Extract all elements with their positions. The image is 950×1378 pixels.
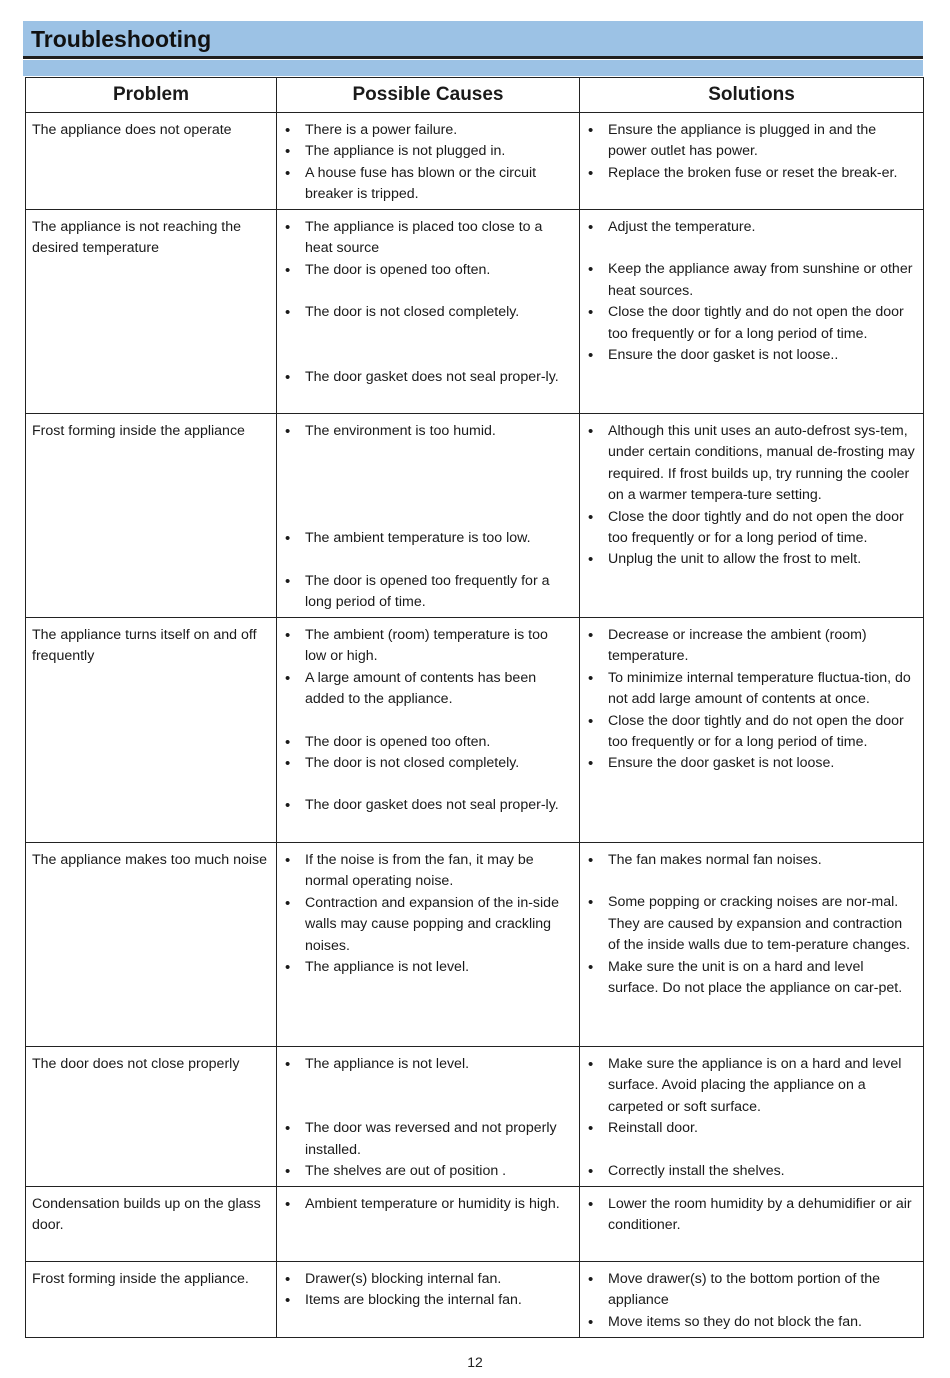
cause-item: • The door is not closed completely. (283, 753, 573, 774)
causes-cell (277, 414, 580, 618)
table-row (26, 1262, 924, 1338)
solution-item: • Move items so they do not block the fan. (586, 1312, 917, 1333)
column-header-problem: Problem (26, 78, 277, 113)
solution-item: • Make sure the unit is on a hard and level surface. Do not place the appliance on car-pet. (586, 957, 917, 1000)
solution-item: • Close the door tightly and do not open the door too frequently or for a long period of time. (586, 302, 917, 345)
table-row (26, 1187, 924, 1262)
solution-item: • Replace the broken fuse or reset the break-er. (586, 163, 917, 184)
solution-item: • To minimize internal temperature fluctua-tion, do not add large amount of contents at once. (586, 668, 917, 711)
cause-item: • The ambient (room) temperature is too low or high. (283, 625, 573, 668)
causes-cell (277, 1047, 580, 1187)
cause-item: • There is a power failure. (283, 120, 573, 141)
cause-item: • A house fuse has blown or the circuit breaker is tripped. (283, 163, 573, 206)
cause-item: • The door is opened too often. (283, 260, 573, 281)
troubleshooting-table (25, 77, 924, 1338)
cause-item: • The environment is too humid. (283, 421, 573, 442)
table-row (26, 843, 924, 1047)
problem-cell: The appliance turns itself on and off frequently (26, 618, 277, 843)
solutions-cell (580, 414, 924, 618)
solution-item: • Correctly install the shelves. (586, 1161, 917, 1182)
problem-cell: Condensation builds up on the glass door. (26, 1187, 277, 1262)
solution-item: • Decrease or increase the ambient (room) temperature. (586, 625, 917, 668)
cause-item: • The appliance is placed too close to a heat source (283, 217, 573, 260)
cause-item: • The door gasket does not seal proper-ly. (283, 367, 573, 388)
solution-item: • Make sure the appliance is on a hard and level surface. Avoid placing the appliance on a carpeted or soft surface. (586, 1054, 917, 1118)
causes-cell (277, 618, 580, 843)
causes-cell (277, 113, 580, 210)
problem-cell: The appliance does not operate (26, 113, 277, 210)
causes-cell (277, 1262, 580, 1338)
page-number: 12 (467, 1354, 483, 1370)
cause-item: • The door was reversed and not properly installed. (283, 1118, 573, 1161)
cause-item: • A large amount of contents has been added to the appliance. (283, 668, 573, 711)
cause-item: • The door is not closed completely. (283, 302, 573, 323)
table-row (26, 414, 924, 618)
solutions-cell (580, 1262, 924, 1338)
header-band (23, 60, 923, 76)
solution-item: • Keep the appliance away from sunshine or other heat sources. (586, 259, 917, 302)
causes-cell (277, 843, 580, 1047)
causes-cell (277, 210, 580, 414)
problem-cell: The appliance is not reaching the desired temperature (26, 210, 277, 414)
section-header (23, 21, 923, 59)
solution-item: • The fan makes normal fan noises. (586, 850, 917, 871)
solution-item: • Although this unit uses an auto-defrost sys-tem, under certain conditions, manual de-frosting may required. If frost builds up, try running the cooler on a warmer tempera-ture setting. (586, 421, 917, 507)
solutions-cell (580, 210, 924, 414)
column-header-solutions: Solutions (580, 78, 924, 113)
cause-item: • Ambient temperature or humidity is high. (283, 1194, 573, 1215)
solution-item: • Reinstall door. (586, 1118, 917, 1139)
table-row (26, 1047, 924, 1187)
solutions-cell (580, 1187, 924, 1262)
cause-item: • The door gasket does not seal proper-ly. (283, 795, 573, 816)
table-row (26, 618, 924, 843)
solution-item: • Unplug the unit to allow the frost to melt. (586, 549, 917, 570)
solution-item: • Lower the room humidity by a dehumidifier or air conditioner. (586, 1194, 917, 1237)
cause-item: • The appliance is not plugged in. (283, 141, 573, 162)
cause-item: • Contraction and expansion of the in-side walls may cause popping and crackling noises. (283, 893, 573, 957)
cause-item: • Items are blocking the internal fan. (283, 1290, 573, 1311)
solution-item: • Ensure the door gasket is not loose.. (586, 345, 917, 366)
solution-item: • Adjust the temperature. (586, 217, 917, 238)
solutions-cell (580, 618, 924, 843)
table-row (26, 210, 924, 414)
solution-item: • Ensure the door gasket is not loose. (586, 753, 917, 774)
cause-item: • If the noise is from the fan, it may be normal operating noise. (283, 850, 573, 893)
cause-item: • The door is opened too frequently for a long period of time. (283, 571, 573, 614)
solution-item: • Close the door tightly and do not open the door too frequently or for a long period of time. (586, 711, 917, 754)
solution-item: • Some popping or cracking noises are nor-mal. They are caused by expansion and contraction of the inside walls due to tem-perature changes. (586, 892, 917, 956)
cause-item: • The ambient temperature is too low. (283, 528, 573, 549)
cause-item: • The appliance is not level. (283, 957, 573, 978)
problem-cell: Frost forming inside the appliance. (26, 1262, 277, 1338)
table-header-row (26, 78, 924, 113)
solution-item: • Move drawer(s) to the bottom portion of the appliance (586, 1269, 917, 1312)
table-row (26, 113, 924, 210)
solution-item: • Ensure the appliance is plugged in and the power outlet has power. (586, 120, 917, 163)
problem-cell: The appliance makes too much noise (26, 843, 277, 1047)
cause-item: • The door is opened too often. (283, 732, 573, 753)
causes-cell (277, 1187, 580, 1262)
cause-item: • The appliance is not level. (283, 1054, 573, 1075)
column-header-causes: Possible Causes (277, 78, 580, 113)
solution-item: • Close the door tightly and do not open the door too frequently or for a long period of time. (586, 507, 917, 550)
page-title: Troubleshooting (31, 26, 212, 52)
solutions-cell (580, 843, 924, 1047)
cause-item: • The shelves are out of position . (283, 1161, 573, 1182)
cause-item: • Drawer(s) blocking internal fan. (283, 1269, 573, 1290)
problem-cell: The door does not close properly (26, 1047, 277, 1187)
problem-cell: Frost forming inside the appliance (26, 414, 277, 618)
solutions-cell (580, 1047, 924, 1187)
solutions-cell (580, 113, 924, 210)
